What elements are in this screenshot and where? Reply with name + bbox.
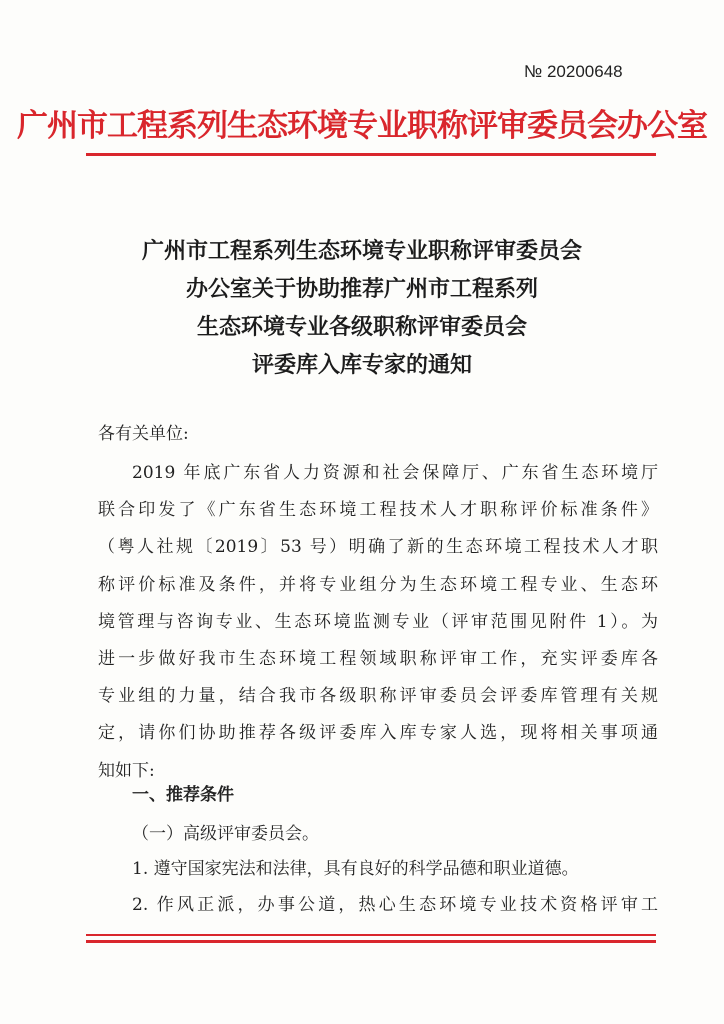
list-item: 1. 遵守国家宪法和法律，具有良好的科学品德和职业道德。 xyxy=(132,859,579,879)
body-line: （粤人社规〔2019〕53 号）明确了新的生态环境工程技术人才职 xyxy=(98,537,658,558)
notice-title xyxy=(0,232,724,384)
body-line: 定，请你们协助推荐各级评委库入库专家人选，现将相关事项通 xyxy=(98,723,658,744)
section-heading: 一、推荐条件 xyxy=(132,785,234,805)
title-line: 广州市工程系列生态环境专业职称评审委员会 xyxy=(141,238,582,264)
body-line: 专业组的力量，结合我市各级职称评审委员会评委库管理有关规 xyxy=(98,686,658,707)
document-number: № 20200648 xyxy=(524,62,623,81)
body-line: 进一步做好我市生态环境工程领域职称评审工作，充实评委库各 xyxy=(98,648,658,669)
title-line: 评委库入库专家的通知 xyxy=(251,352,472,378)
body-line: 知如下: xyxy=(98,760,155,781)
body-paragraph xyxy=(98,455,658,790)
body-line: 称评价标准及条件，并将专业组分为生态环境工程专业、生态环 xyxy=(98,574,658,595)
masthead-title: 广州市工程系列生态环境专业职称评审委员会办公室 xyxy=(17,108,707,144)
footer-divider xyxy=(86,934,656,936)
masthead-divider xyxy=(86,153,656,156)
list-item: 2. 作风正派，办事公道，热心生态环境专业技术资格评审工 xyxy=(132,895,658,915)
body-line: 联合印发了《广东省生态环境工程技术人才职称评价标准条件》 xyxy=(98,500,658,521)
body-line: 境管理与咨询专业、生态环境监测专业（评审范围见附件 1）。为 xyxy=(98,611,658,632)
subsection-heading: （一）高级评审委员会。 xyxy=(132,824,319,844)
footer-divider xyxy=(86,940,656,943)
body-line: 2019 年底广东省人力资源和社会保障厅、广东省生态环境厅 xyxy=(132,463,658,483)
salutation: 各有关单位: xyxy=(98,424,189,444)
title-line: 生态环境专业各级职称评审委员会 xyxy=(196,314,527,340)
title-line: 办公室关于协助推荐广州市工程系列 xyxy=(185,276,538,302)
